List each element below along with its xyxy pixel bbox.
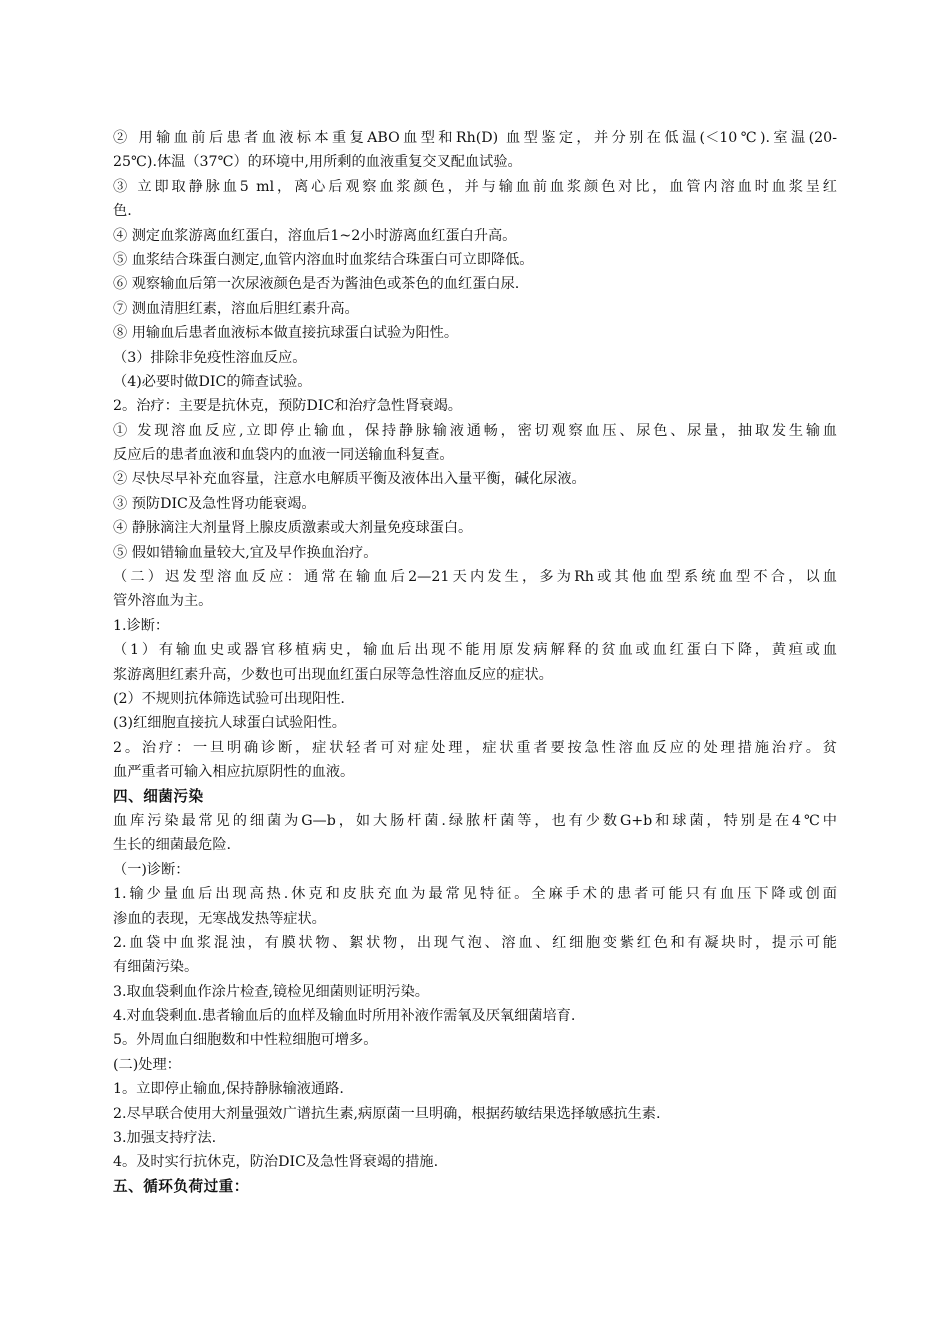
document-page bbox=[113, 126, 837, 1199]
text-line: 3.加强支持疗法. bbox=[113, 1130, 217, 1147]
text-line: ④ 静脉滴注大剂量肾上腺皮质激素或大剂量免疫球蛋白。 bbox=[113, 520, 473, 537]
text-line: ② 用输血前后患者血液标本重复ABO血型和Rh(D) 血型鉴定，并分别在低温(＜10℃).室温(20- bbox=[113, 130, 837, 146]
text-line: 2。治疗：主要是抗休克，预防DIC和治疗急性肾衰竭。 bbox=[113, 398, 462, 415]
text-line: 3.取血袋剩血作涂片检查,镜检见细菌则证明污染。 bbox=[113, 983, 429, 1000]
text-line: ④ 测定血浆游离血红蛋白，溶血后1~2小时游离血红蛋白升高。 bbox=[113, 227, 517, 244]
text-line: 1.诊断： bbox=[113, 617, 170, 634]
text-line: 浆游离胆红素升高，少数也可出现血红蛋白尿等急性溶血反应的症状。 bbox=[113, 666, 553, 683]
text-line: 25℃).体温（37℃）的环境中,用所剩的血液重复交叉配血试验。 bbox=[113, 154, 522, 171]
text-line: (2）不规则抗体筛选试验可出现阳性. bbox=[113, 690, 345, 707]
text-line: ⑥ 观察输血后第一次尿液颜色是否为酱油色或茶色的血红蛋白尿. bbox=[113, 276, 520, 293]
text-line: 血库污染最常见的细菌为G—b，如大肠杆菌.绿脓杆菌等，也有少数G+b和球菌，特别是在4℃中 bbox=[113, 812, 837, 829]
text-line: （二）迟发型溶血反应：通常在输血后2—21天内发生，多为Rh或其他血型系统血型不合，以血 bbox=[113, 569, 837, 586]
text-line: 4.对血袋剩血.患者输血后的血样及输血时所用补液作需氧及厌氧细菌培育. bbox=[113, 1008, 576, 1025]
text-line: ⑤ 血浆结合珠蛋白测定,血管内溶血时血浆结合珠蛋白可立即降低。 bbox=[113, 251, 534, 268]
text-line: 色. bbox=[113, 203, 132, 220]
text-line: 管外溶血为主。 bbox=[113, 593, 213, 610]
text-line: ② 尽快尽早补充血容量，注意水电解质平衡及液体出入量平衡，碱化尿液。 bbox=[113, 471, 586, 488]
text-line: （一)诊断： bbox=[113, 861, 190, 878]
text-line: ⑤ 假如错输血量较大,宜及早作换血治疗。 bbox=[113, 544, 378, 561]
text-line: （3）排除非免疫性溶血反应。 bbox=[113, 349, 307, 366]
text-line: 2.血袋中血浆混浊，有膜状物、絮状物，出现气泡、溶血、红细胞变紫红色和有凝块时，提示可能 bbox=[113, 934, 837, 951]
text-line: （4)必要时做DIC的筛查试验。 bbox=[113, 373, 312, 390]
text-line: 血严重者可输入相应抗原阴性的血液。 bbox=[113, 764, 355, 781]
text-line: 渗血的表现，无寒战发热等症状。 bbox=[113, 910, 326, 927]
text-line: ③ 立即取静脉血5 ml，离心后观察血浆颜色，并与输血前血浆颜色对比，血管内溶血时血浆呈红 bbox=[113, 178, 837, 195]
section-heading-bacterial-contamination: 四、细菌污染 bbox=[113, 787, 204, 805]
text-line: 1。立即停止输血,保持静脉输液通路. bbox=[113, 1081, 344, 1098]
text-line: 4。及时实行抗休克，防治DIC及急性肾衰竭的措施. bbox=[113, 1154, 439, 1171]
text-line: （1）有输血史或器官移植病史，输血后出现不能用原发病解释的贫血或血红蛋白下降，黄疸或血 bbox=[113, 642, 837, 659]
text-line: 2。治疗：一旦明确诊断，症状轻者可对症处理，症状重者要按急性溶血反应的处理措施治疗。贫 bbox=[113, 739, 837, 756]
text-line: 1.输少量血后出现高热.休克和皮肤充血为最常见特征。全麻手术的患者可能只有血压下降或创面 bbox=[113, 886, 837, 903]
text-line: (二)处理： bbox=[113, 1056, 181, 1073]
text-line: 2.尽早联合使用大剂量强效广谱抗生素,病原菌一旦明确，根据药敏结果选择敏感抗生素. bbox=[113, 1105, 661, 1122]
text-line: (3)红细胞直接抗人球蛋白试验阳性。 bbox=[113, 715, 346, 732]
text-line: 5。外周血白细胞数和中性粒细胞可增多。 bbox=[113, 1032, 378, 1049]
text-line: 有细菌污染。 bbox=[113, 959, 199, 976]
section-heading-circulatory-overload: 五、循环负荷过重： bbox=[113, 1177, 249, 1195]
text-line: ① 发现溶血反应,立即停止输血，保持静脉输液通畅，密切观察血压、尿色、尿量，抽取发生输血 bbox=[113, 422, 837, 439]
text-line: ③ 预防DIC及急性肾功能衰竭。 bbox=[113, 495, 316, 512]
text-line: ⑧ 用输血后患者血液标本做直接抗球蛋白试验为阳性。 bbox=[113, 325, 459, 342]
text-line: ⑦ 测血清胆红素，溶血后胆红素升高。 bbox=[113, 300, 359, 317]
text-line: 反应后的患者血液和血袋内的血液一同送输血科复查。 bbox=[113, 447, 454, 464]
text-line: 生长的细菌最危险. bbox=[113, 837, 232, 854]
